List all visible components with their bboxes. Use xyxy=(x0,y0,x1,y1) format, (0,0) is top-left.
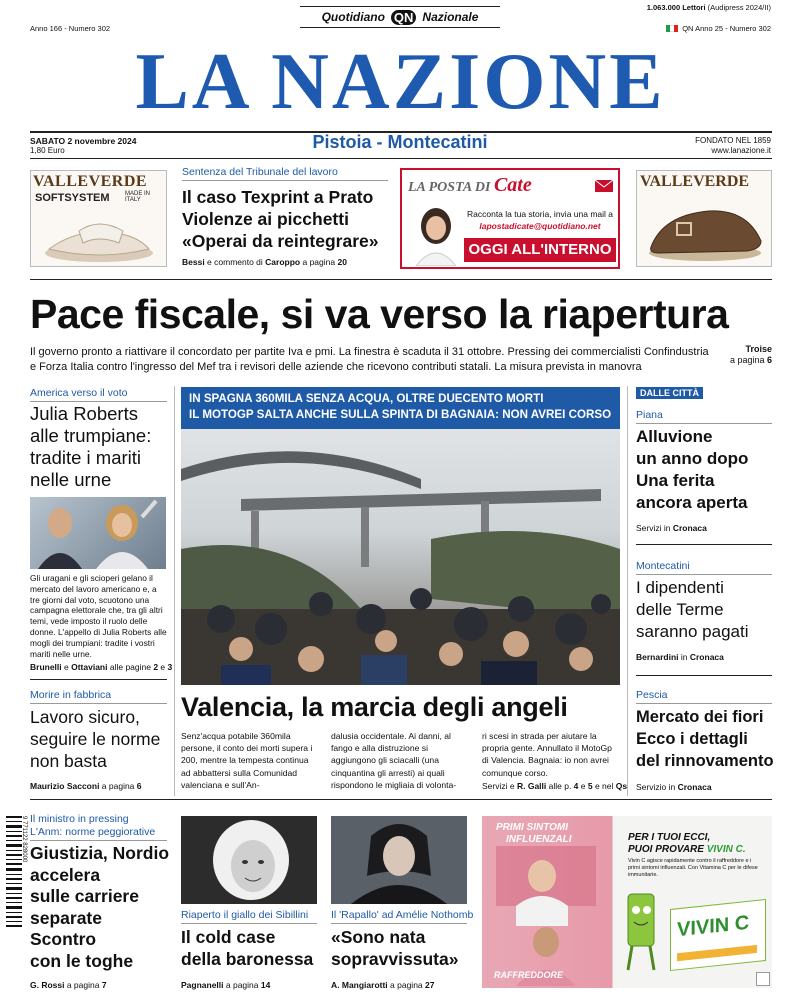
ad-right-text-1: PER I TUOI ECCI, xyxy=(628,832,711,843)
ad-right-brand: VALLEVERDE xyxy=(640,173,750,190)
left-kicker-2-rule xyxy=(30,703,167,704)
bottom-kicker-a-rule xyxy=(181,923,317,924)
left-divider-1 xyxy=(30,679,167,680)
right-credit-1: Servizi in Cronaca xyxy=(636,523,707,533)
mascot-image xyxy=(618,886,664,972)
ad-posta-di-cate[interactable] xyxy=(400,168,620,269)
ad-right-text-2: PUOI PROVARE VIVIN C. xyxy=(628,844,746,855)
brand-right: Nazionale xyxy=(422,10,479,24)
right-kicker-3: Pescia xyxy=(636,689,668,701)
right-headline-3[interactable]: Mercato dei fiori Ecco i dettagli del rinnovamento xyxy=(636,708,774,770)
right-kicker-3-rule xyxy=(636,703,772,704)
center-col-2: dalusia occidentale. Ai danni, al fango e alla distruzione si aggiungono gli sciacalli (una cinquantina gli arresti) ai quali rispondono le migliaia di volonta- xyxy=(331,731,457,790)
left-kicker-3a: Il ministro in pressing xyxy=(30,813,129,825)
left-kicker-1: America verso il voto xyxy=(30,387,128,399)
left-credit-2: Maurizio Sacconi a pagina 6 xyxy=(30,781,142,791)
center-col-3: ri scesi in strada per aiutare la propria gente. Annullato il MotoGp di Valencia. Bagnaia: io non avrei comunque corso. xyxy=(482,731,612,778)
anno-left: Anno 166 - Numero 302 xyxy=(30,24,111,33)
teaser-kicker: Sentenza del Tribunale del lavoro xyxy=(182,166,338,178)
teaser-credit: Bessi e commento di Caroppo a pagina 20 xyxy=(182,257,347,267)
ad-title-2: INFLUENZALI xyxy=(506,834,572,845)
left-headline-1[interactable]: Julia Roberts alle trumpiane: tradite i mariti nelle urne xyxy=(30,403,152,490)
lead-credit: Troise a pagina 6 xyxy=(729,344,772,365)
right-credit-3: Servizio in Cronaca xyxy=(636,782,712,792)
ad-valleverde-left[interactable] xyxy=(30,170,167,267)
center-headline[interactable]: Valencia, la marcia degli angeli xyxy=(181,692,568,722)
masthead-title: LA NAZIONE xyxy=(135,38,666,126)
left-kicker-3-rule xyxy=(30,840,167,841)
right-kicker-2-rule xyxy=(636,574,772,575)
left-col-divider xyxy=(174,386,175,796)
bottom-kicker-b: Il 'Rapallo' ad Amélie Nothomb xyxy=(331,909,474,921)
bottom-kicker-a: Riaperto il giallo dei Sibillini xyxy=(181,909,309,921)
left-divider-2 xyxy=(30,799,772,800)
teaser-headline[interactable]: Il caso Texprint a Prato Violenze ai picchetti «Operai da reintegrare» xyxy=(182,187,379,251)
right-headline-2[interactable]: I dipendenti delle Terme saranno pagati xyxy=(636,578,749,641)
ad-valleverde-right[interactable] xyxy=(636,170,772,267)
banner-line-2: IL MOTOGP SALTA ANCHE SULLA SPINTA DI BAGNAIA: NON AVREI CORSO xyxy=(189,408,612,421)
posta-title: LA POSTA DI Cate xyxy=(408,174,532,196)
italy-flag-icon xyxy=(666,25,678,32)
banner-line-1: IN SPAGNA 360MILA SENZA ACQUA, OLTRE DUECENTO MORTI xyxy=(189,392,544,405)
left-credit-3: G. Rossi a pagina 7 xyxy=(30,980,107,990)
valencia-photo xyxy=(181,429,620,685)
founded-text: FONDATO NEL 1859 xyxy=(695,136,771,145)
nothomb-photo xyxy=(331,816,467,904)
ad-corner-mark xyxy=(756,972,770,986)
ad-title-1: PRIMI SINTOMI xyxy=(496,822,569,833)
ad-left-brand: VALLEVERDE xyxy=(33,173,148,190)
lead-headline[interactable]: Pace fiscale, si va verso la riapertura xyxy=(30,291,729,337)
ad-vivin-c[interactable] xyxy=(482,816,772,988)
envelope-icon xyxy=(594,178,614,194)
masthead-price: 1,80 Euro xyxy=(30,146,65,155)
ad-left-made: MADE IN ITALY xyxy=(125,191,151,203)
ad-bottom-label: RAFFREDDORE xyxy=(494,970,563,980)
julia-roberts-photo xyxy=(30,497,166,569)
anno-right: QN Anno 25 - Numero 302 xyxy=(666,24,771,33)
center-credit: Servizi e R. Galli alle p. 4 e 5 e nel Qs xyxy=(482,781,628,791)
ad-left-sub: SOFTSYSTEM xyxy=(35,192,110,204)
left-kicker-2: Morire in fabbrica xyxy=(30,689,112,701)
portrait-image xyxy=(412,204,460,266)
center-col-1: Senz'acqua potabile 360mila persone, il conto dei morti supera i 200, mentre la tempesta continua ad abbattersi sulla Comunidad valenciana e sull'An- xyxy=(181,731,313,790)
ad-small-text: Vivin C agisce rapidamente contro il raffreddore e i primi sintomi influenzali. Con Vitamina C per le difese immunitarie. xyxy=(628,858,758,878)
readers-line: 1.063.000 Lettori (Audipress 2024/II) xyxy=(646,3,771,12)
qn-logo: QN xyxy=(391,10,417,25)
right-kicker-1: Piana xyxy=(636,409,663,421)
barcode xyxy=(4,812,26,932)
baronessa-photo xyxy=(181,816,317,904)
lead-body: Il governo pronto a riattivare il concordato per partite Iva e pmi. La finestra è scaduta il 31 ottobre. Pressing dei commercialisti Confindustria e Forza Italia contro l'ingresso del Mef tra i revisori delle aziende che ricevono contributi statali. La misura prevista in manovra xyxy=(30,346,709,373)
bottom-credit-b: A. Mangiarotti a pagina 27 xyxy=(331,980,435,990)
clog-image xyxy=(643,197,767,265)
right-headline-1[interactable]: Alluvione un anno dopo Una ferita ancora aperta xyxy=(636,427,749,512)
left-headline-2[interactable]: Lavoro sicuro, seguire le norme non basta xyxy=(30,707,161,771)
top-brand xyxy=(300,6,500,28)
right-kicker-1-rule xyxy=(636,423,772,424)
bottom-kicker-b-rule xyxy=(331,923,467,924)
right-credit-2: Bernardini in Cronaca xyxy=(636,652,724,662)
posta-text: Racconta la tua storia, invia una mail a lapostadicate@quotidiano.net xyxy=(467,209,613,231)
edition-name: Pistoia - Montecatini xyxy=(312,132,488,152)
website-text: www.lanazione.it xyxy=(711,146,771,155)
left-credit-1: Brunelli e Ottaviani alle pagine 2 e 3 xyxy=(30,662,173,672)
bottom-credit-a: Pagnanelli a pagina 14 xyxy=(181,980,271,990)
ad-people-image xyxy=(486,846,610,986)
lead-rule-top xyxy=(30,279,772,280)
left-body-1: Gli uragani e gli scioperi gelano il mercato del lavoro americano e, a tre giorni dal voto, scuotono una campagna elettorale che, tra gli altri temi, vede imposto il ruolo delle donne. L'appello di Julia Roberts alle mogli dei trumpiani: tradite i vostri mariti nelle urne. xyxy=(30,573,167,659)
teaser-kicker-rule xyxy=(182,180,388,181)
masthead-date: SABATO 2 novembre 2024 xyxy=(30,136,137,146)
left-headline-3[interactable]: Giustizia, Nordio accelera sulle carriere separate Scontro con le toghe xyxy=(30,843,170,971)
brand-left: Quotidiano xyxy=(321,10,385,24)
right-kicker-2: Montecatini xyxy=(636,560,690,572)
right-col-divider xyxy=(627,386,628,796)
posta-cta: OGGI ALL'INTERNO xyxy=(464,238,616,262)
right-divider-2 xyxy=(636,675,772,676)
bottom-headline-a[interactable]: Il cold case della baronessa xyxy=(181,927,314,969)
left-kicker-3b: L'Anm: norme peggiorative xyxy=(30,826,156,838)
sandal-image xyxy=(39,209,159,265)
ad-pack: VIVIN C xyxy=(670,899,766,971)
barcode-digits: 9 771122 828000 xyxy=(21,816,27,863)
masthead-rule-bottom xyxy=(30,158,772,159)
dalle-citta-label: DALLE CITTÀ xyxy=(636,387,703,399)
bottom-headline-b[interactable]: «Sono nata sopravvissuta» xyxy=(331,927,459,969)
left-kicker-1-rule xyxy=(30,401,167,402)
center-banner xyxy=(181,387,620,429)
right-divider-1 xyxy=(636,544,772,545)
